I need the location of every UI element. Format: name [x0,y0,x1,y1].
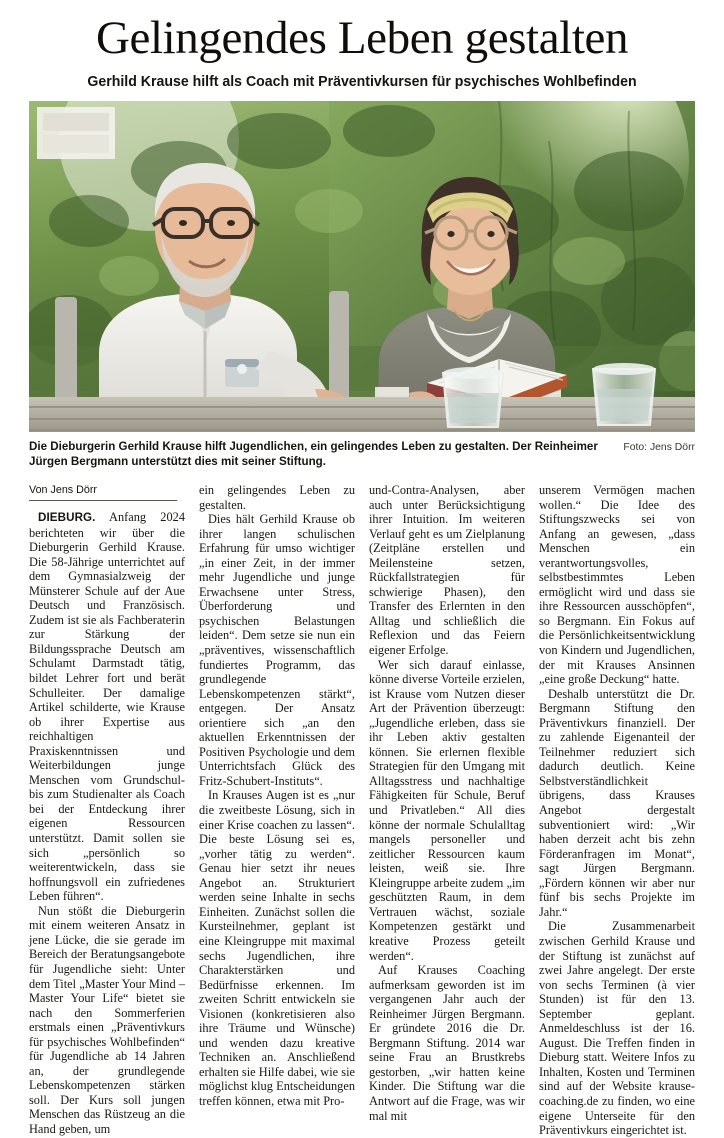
page-title: Gelingendes Leben gestalten [95,12,629,64]
paragraph: Dies hält Gerhild Krause ob ihrer langen schulischen Erfahrung für umso wichtiger „in einer Zeit, in der immer mehr Jugendliche und junge Erwachsene unter Stress, Überforderung und psychischen Belastungen leiden“. Dem setze sie nun ein „präventives, wissenschaftlich fundiertes Programm, das grundlegende Lebenskompetenzen stärkt“, entgegen. Der Ansatz orientiere sich „an den aktuellen Erkenntnissen der Positiven Psychologie und dem Unterrichtsfach Glück des Fritz-Schubert-Instituts“. [199,512,355,788]
paragraph: ein gelingendes Leben zu gestalten. [199,483,355,512]
article-column-2 [199,483,355,1109]
paragraph: Nun stößt die Dieburgerin mit einem weiteren Ansatz in jene Lücke, die sie gerade im Bereich der Beratungsangebote für Jugendliche sieht: Unter dem Titel „Master Your Mind – Master Your Life“ bietet sie nach den Sommerferien erstmals einen „Präventivkurs für psychisches Wohlbefinden“ für Jugendliche ab 14 Jahren an, der grundlegende Lebenskompetenzen stärken soll. Der Kurs soll jungen Menschen das Rüstzeug an die Hand geben, um [29,903,185,1136]
paragraph: Deshalb unterstützt die Dr. Bergmann Stiftung den Präventivkurs finanziell. Der zu zahlende Eigenanteil der Teilnehmer reduziert sich dadurch deutlich. Keine Selbstverständlichkeit übrigens, dass Krauses Angebot dergestalt subventioniert wird: „Wir haben derzeit acht bis zehn Förderanfragen im Monat“, sagt Jürgen Bergmann. „Fördern können wir aber nur fünf bis sechs Projekte im Jahr.“ [539,686,695,919]
photo-credit: Foto: Jens Dörr [623,442,695,453]
photo-water-glass-right [593,363,655,425]
paragraph [29,510,185,904]
article-photo [29,101,695,432]
photo-caption-text: Die Dieburgerin Gerhild Krause hilft Jugendlichen, ein gelingendes Leben zu gestalten. Der Reinheimer Jürgen Bergmann unterstützt dies mit seiner Stiftung. [29,440,598,468]
article-columns [29,483,695,1138]
article-column-4 [539,483,695,1138]
paragraph: Die Zusammenarbeit zwischen Gerhild Krause und der Stiftung ist zunächst auf zwei Jahre angelegt. Der erste von sechs Terminen (à vier Stunden) ist für den 13. September geplant. Anmeldeschluss ist der 16. August. Die Treffen finden in Dieburg statt. Weitere Infos zu Inhalten, Kosten und Terminen sind auf der Website krause-coaching.de zu finden, wo eine eigene Unterseite für den Präventivkurs eingerichtet ist. [539,919,695,1138]
paragraph: unserem Vermögen machen wollen.“ Die Idee des Stiftungszwecks sei von Anfang an gewesen, „dass Menschen ein verantwortungsvolles, selbstbestimmtes Leben ermöglicht wird und dass sie ihre Ressourcen ausschöpfen“, so Bergmann. Ein Fokus auf die Persönlichkeitsentwicklung von Kindern und Jugendlichen, der mit Krauses Ansinnen „eine große Deckung“ hatte. [539,483,695,687]
paragraph: Auf Krauses Coaching aufmerksam geworden ist im vergangenen Jahr auch der Reinheimer Jürgen Bergmann. Er gründete 2016 die Dr. Bergmann Stiftung. 2014 war seine Frau an Brustkrebs gestorben, „wir hatten keine Kinder. Die Stiftung war die Antwort auf die Frage, was wir mal mit [369,963,525,1123]
paragraph-text: Anfang 2024 berichteten wir über die Dieburgerin Gerhild Krause. Die 58-Jährige unterrichtet auf dem Gymnasialzweig der Münsterer Schule auf der Aue Deutsch und Französisch. Zudem ist sie als Fachberaterin zur Stärkung der Bildungssprache Deutsch am Schulamt Darmstadt tätig, bildet Lehrer fort und berät Schulleiter. Der damalige Artikel schilderte, wie Krause ob ihrer Expertise aus reichhaltigen Praxiskenntnissen und Weiterbildungen junge Menschen vom Grundschul- bis zum Studienalter als Coach bei der Entdeckung ihrer eigenen Ressourcen unterstützt. Damit sollen sie sich „persönlich so weiterentwickeln, dass sie hoffnungsvoll ein zufriedenes Leben führen“. [29,510,185,904]
column-3-body [369,483,525,1123]
paragraph: In Krauses Augen ist es „nur die zweitbeste Lösung, sich in einer Krise coachen zu lassen“. Die beste Lösung sei es, „vorher tätig zu werden“. Genau hier setzt ihr neues Angebot an. Strukturiert werden seine Inhalte in sechs Einheiten. Zunächst sollen die Kursteilnehmer, geplant ist eine Kleingruppe mit maximal sechs Jugendlichen, ihre Charakterstärken und Bedürfnisse erkennen. Im zweiten Schritt entwickeln sie Visionen (konkretisieren also ihre Träume und Wünsche) und wenden dazu kreative Techniken an. Anschließend erhalten sie Hilfe dabei, wie sie möglichst klug Entscheidungen treffen können, etwa mit Pro- [199,788,355,1108]
article-column-3 [369,483,525,1123]
paragraph: Wer sich darauf einlasse, könne diverse Vorteile erzielen, ist Krause vom Nutzen dieser Art der Prävention überzeugt: „Jugendliche erleben, dass sie ihr Leben aktiv gestalten können. Sie erlernen flexible Strategien für den Umgang mit Alltagsstress und nachhaltige Fähigkeiten für Schule, Beruf und Privatleben.“ All dies könne der normale Schulalltag mangels personeller und zeitlicher Ressourcen kaum leisten, weiß sie. Ihre Kleingruppe arbeite zudem „im geschützten Raum, in dem Vertrauen wächst, soziale Kompetenzen gestärkt und kreative Prozess geteilt werden“. [369,657,525,963]
column-4-body [539,483,695,1138]
article-column-1 [29,483,185,1137]
photo-water-glass-left [443,367,503,427]
byline: Von Jens Dörr [29,483,177,501]
paragraph: und-Contra-Analysen, aber auch unter Berücksichtigung ihrer Intuition. Im weiteren Verlauf geht es um Zielplanung (Zeitpläne erstellen und Meilensteine setzen, Rückfallstrategien für schwierige Phasen), den Transfer des Erlernten in den Alltag und schließlich die Reflexion und das Feiern eigener Erfolge. [369,483,525,658]
article-subhead: Gerhild Krause hilft als Coach mit Präventivkursen für psychisches Wohlbefinden [87,73,637,90]
photo-caption [29,439,695,469]
column-1-body [29,510,185,1137]
photo-illustration [29,101,695,432]
column-2-body [199,483,355,1109]
dateline: DIEBURG. [38,511,96,524]
